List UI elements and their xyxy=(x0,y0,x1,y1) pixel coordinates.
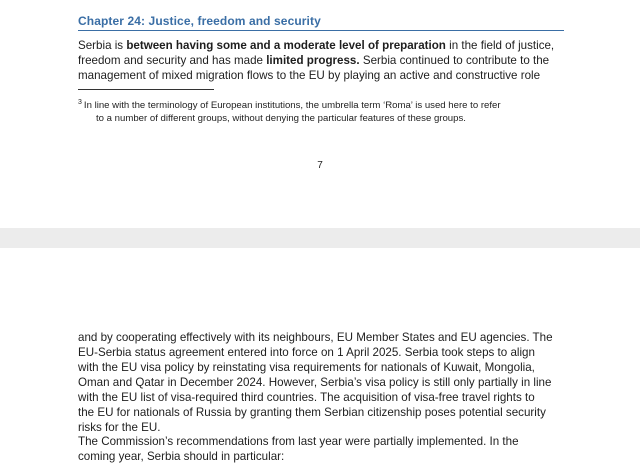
paragraph-line: the EU for nationals of Russia by granting them Serbian citizenship poses potential security xyxy=(78,406,546,419)
footnote-line-2: to a number of different groups, without denying the particular features of these groups. xyxy=(96,113,466,125)
bold-run-preparation: between having some and a moderate level of preparation xyxy=(126,39,446,52)
text-run: freedom and security and has made xyxy=(78,54,267,67)
heading-underline xyxy=(78,30,564,31)
paragraph-line: risks for the EU. xyxy=(78,421,161,434)
paragraph-line: EU-Serbia status agreement entered into force on 1 April 2025. Serbia took steps to align xyxy=(78,346,535,359)
bold-run-progress: limited progress. xyxy=(266,54,360,67)
paragraph-line: with the EU list of visa-required third countries. The acquisition of visa-free travel rights to xyxy=(78,391,535,404)
paragraph-line: with the EU visa policy by reinstating visa requirements for nationals of Kuwait, Mongolia, xyxy=(78,361,535,374)
footnote-marker: 3 xyxy=(78,99,82,106)
footnote xyxy=(78,96,558,125)
text-run: in the field of justice, xyxy=(445,39,555,52)
text-run: management of mixed migration flows to the EU by playing an active and constructive role xyxy=(78,69,541,82)
page-7 xyxy=(0,0,640,228)
page-number: 7 xyxy=(317,160,323,171)
paragraph-line: and by cooperating effectively with its neighbours, EU Member States and EU agencies. The xyxy=(78,331,553,344)
paragraph-assessment xyxy=(78,38,564,83)
paragraph-recommendations xyxy=(78,434,564,464)
page-separator xyxy=(0,228,640,248)
text-run: Serbia continued to contribute to the xyxy=(359,54,550,67)
paragraph-cooperation xyxy=(78,330,564,435)
footnote-line-1: In line with the terminology of European institutions, the umbrella term ‘Roma’ is used here to refer xyxy=(83,100,501,112)
paragraph-line: Oman and Qatar in December 2024. However, Serbia’s visa policy is still only partially in line xyxy=(78,376,552,389)
paragraph-line: The Commission’s recommendations from last year were partially implemented. In the xyxy=(78,435,519,448)
text-run: Serbia is xyxy=(78,39,127,52)
chapter-heading: Chapter 24: Justice, freedom and security xyxy=(78,14,321,28)
paragraph-line: coming year, Serbia should in particular: xyxy=(78,450,285,463)
footnote-separator xyxy=(78,89,214,90)
